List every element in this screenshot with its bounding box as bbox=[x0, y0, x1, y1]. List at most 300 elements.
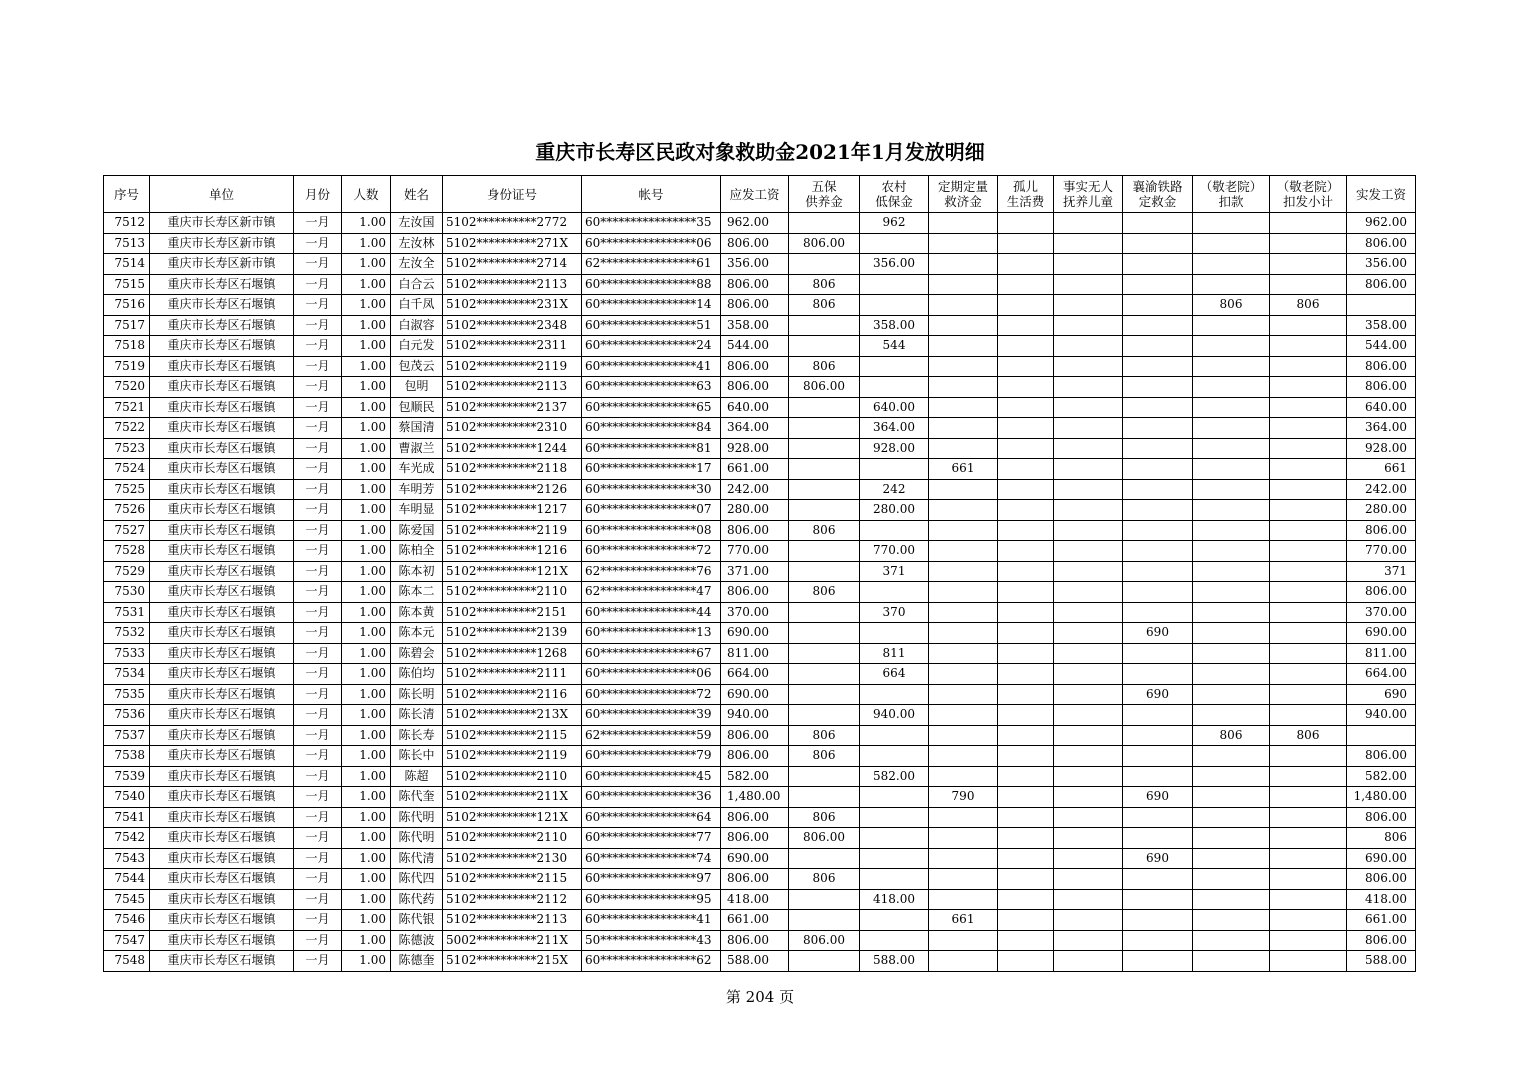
table-row bbox=[104, 705, 1416, 726]
table-cell: 陈代药 bbox=[391, 889, 443, 910]
table-cell bbox=[1193, 869, 1270, 890]
table-cell: 一月 bbox=[294, 889, 342, 910]
table-row bbox=[104, 602, 1416, 623]
table-cell: 曹淑兰 bbox=[391, 438, 443, 459]
table-cell: 一月 bbox=[294, 746, 342, 767]
table-row bbox=[104, 746, 1416, 767]
table-cell: 包茂云 bbox=[391, 356, 443, 377]
table-cell bbox=[1193, 315, 1270, 336]
table-cell bbox=[929, 295, 998, 316]
table-row bbox=[104, 541, 1416, 562]
table-cell: 62****************61 bbox=[582, 254, 721, 275]
column-header: 襄渝铁路 定救金 bbox=[1123, 176, 1193, 213]
table-cell bbox=[1054, 664, 1123, 685]
table-row bbox=[104, 418, 1416, 439]
table-cell bbox=[929, 541, 998, 562]
table-cell: 重庆市长寿区石堰镇 bbox=[150, 356, 294, 377]
table-cell: 60****************81 bbox=[582, 438, 721, 459]
table-cell bbox=[789, 397, 860, 418]
table-cell: 806.00 bbox=[721, 274, 789, 295]
table-cell bbox=[1123, 418, 1193, 439]
table-cell: 60****************41 bbox=[582, 356, 721, 377]
table-cell: 1.00 bbox=[342, 438, 391, 459]
table-cell bbox=[1193, 397, 1270, 418]
table-cell: 242.00 bbox=[721, 479, 789, 500]
table-cell: 7532 bbox=[104, 623, 150, 644]
table-cell bbox=[1270, 541, 1347, 562]
table-cell: 1.00 bbox=[342, 807, 391, 828]
table-cell: 60****************97 bbox=[582, 869, 721, 890]
table-cell bbox=[1054, 725, 1123, 746]
table-cell bbox=[929, 869, 998, 890]
table-cell bbox=[1270, 336, 1347, 357]
table-cell bbox=[1123, 356, 1193, 377]
table-cell bbox=[1270, 459, 1347, 480]
table-cell bbox=[860, 274, 929, 295]
table-cell: 806.00 bbox=[721, 930, 789, 951]
table-cell: 白元发 bbox=[391, 336, 443, 357]
table-cell: 928.00 bbox=[860, 438, 929, 459]
table-cell bbox=[1054, 951, 1123, 972]
table-cell: 1.00 bbox=[342, 582, 391, 603]
table-cell bbox=[1270, 377, 1347, 398]
table-cell bbox=[998, 643, 1054, 664]
table-cell bbox=[1123, 377, 1193, 398]
table-cell bbox=[1123, 500, 1193, 521]
table-cell: 5102**********2115 bbox=[443, 869, 582, 890]
table-cell: 1.00 bbox=[342, 397, 391, 418]
table-cell: 60****************65 bbox=[582, 397, 721, 418]
table-cell bbox=[1123, 910, 1193, 931]
table-cell: 928.00 bbox=[721, 438, 789, 459]
table-cell bbox=[1054, 930, 1123, 951]
table-cell: 重庆市长寿区石堰镇 bbox=[150, 910, 294, 931]
table-row bbox=[104, 910, 1416, 931]
table-cell: 940.00 bbox=[860, 705, 929, 726]
table-cell bbox=[1054, 295, 1123, 316]
table-cell: 60****************17 bbox=[582, 459, 721, 480]
table-cell bbox=[998, 233, 1054, 254]
table-cell: 重庆市长寿区石堰镇 bbox=[150, 582, 294, 603]
table-cell bbox=[998, 254, 1054, 275]
table-cell: 60****************36 bbox=[582, 787, 721, 808]
table-cell: 358.00 bbox=[1347, 315, 1416, 336]
table-cell: 一月 bbox=[294, 438, 342, 459]
table-cell: 一月 bbox=[294, 869, 342, 890]
table-row bbox=[104, 377, 1416, 398]
table-cell bbox=[1270, 397, 1347, 418]
table-cell: 7518 bbox=[104, 336, 150, 357]
table-cell: 1.00 bbox=[342, 500, 391, 521]
table-cell: 一月 bbox=[294, 561, 342, 582]
table-cell: 371.00 bbox=[721, 561, 789, 582]
table-cell: 582.00 bbox=[721, 766, 789, 787]
table-cell: 7524 bbox=[104, 459, 150, 480]
column-header: 姓名 bbox=[391, 176, 443, 213]
table-cell: 5102**********2310 bbox=[443, 418, 582, 439]
table-cell bbox=[1123, 561, 1193, 582]
table-cell bbox=[929, 561, 998, 582]
table-row bbox=[104, 766, 1416, 787]
table-row bbox=[104, 336, 1416, 357]
table-cell: 一月 bbox=[294, 336, 342, 357]
table-cell: 690.00 bbox=[721, 684, 789, 705]
column-header: 五保 供养金 bbox=[789, 176, 860, 213]
table-cell: 62****************76 bbox=[582, 561, 721, 582]
table-cell: 7512 bbox=[104, 213, 150, 234]
table-cell: 5102**********2110 bbox=[443, 582, 582, 603]
table-cell bbox=[929, 746, 998, 767]
table-cell: 418.00 bbox=[1347, 889, 1416, 910]
table-cell: 白合云 bbox=[391, 274, 443, 295]
table-cell: 重庆市长寿区石堰镇 bbox=[150, 664, 294, 685]
table-cell bbox=[998, 746, 1054, 767]
table-cell bbox=[929, 930, 998, 951]
table-cell bbox=[1270, 684, 1347, 705]
table-cell: 544 bbox=[860, 336, 929, 357]
table-cell bbox=[1193, 930, 1270, 951]
table-row bbox=[104, 561, 1416, 582]
table-cell bbox=[1054, 336, 1123, 357]
table-cell bbox=[929, 233, 998, 254]
table-cell: 60****************39 bbox=[582, 705, 721, 726]
table-cell: 陈德波 bbox=[391, 930, 443, 951]
table-cell: 一月 bbox=[294, 479, 342, 500]
table-cell bbox=[998, 889, 1054, 910]
table-cell: 60****************95 bbox=[582, 889, 721, 910]
table-cell: 陈代明 bbox=[391, 828, 443, 849]
table-cell: 5102**********121X bbox=[443, 807, 582, 828]
table-cell: 7536 bbox=[104, 705, 150, 726]
table-cell: 5102**********2151 bbox=[443, 602, 582, 623]
table-cell: 1.00 bbox=[342, 705, 391, 726]
table-row bbox=[104, 951, 1416, 972]
table-cell: 806 bbox=[1193, 295, 1270, 316]
table-cell: 陈本黄 bbox=[391, 602, 443, 623]
table-cell bbox=[1054, 459, 1123, 480]
table-cell: 962.00 bbox=[1347, 213, 1416, 234]
table-cell bbox=[998, 848, 1054, 869]
table-cell: 5102**********2119 bbox=[443, 520, 582, 541]
table-cell: 重庆市长寿区石堰镇 bbox=[150, 459, 294, 480]
table-cell bbox=[1054, 356, 1123, 377]
table-cell bbox=[1270, 418, 1347, 439]
table-cell: 60****************41 bbox=[582, 910, 721, 931]
table-cell bbox=[998, 377, 1054, 398]
table-cell bbox=[998, 807, 1054, 828]
table-cell bbox=[929, 766, 998, 787]
table-cell: 包顺民 bbox=[391, 397, 443, 418]
table-cell bbox=[1270, 910, 1347, 931]
table-cell: 陈超 bbox=[391, 766, 443, 787]
table-cell: 重庆市长寿区新市镇 bbox=[150, 254, 294, 275]
table-cell: 1.00 bbox=[342, 869, 391, 890]
table-cell bbox=[860, 848, 929, 869]
table-row bbox=[104, 459, 1416, 480]
table-cell bbox=[1270, 623, 1347, 644]
table-cell: 60****************77 bbox=[582, 828, 721, 849]
table-cell: 640.00 bbox=[1347, 397, 1416, 418]
table-cell: 806 bbox=[789, 725, 860, 746]
table-cell: 5002**********211X bbox=[443, 930, 582, 951]
table-cell: 690.00 bbox=[1347, 848, 1416, 869]
table-cell bbox=[789, 254, 860, 275]
table-cell bbox=[998, 828, 1054, 849]
table-cell bbox=[789, 787, 860, 808]
table-cell bbox=[1054, 746, 1123, 767]
table-cell: 588.00 bbox=[860, 951, 929, 972]
table-cell bbox=[929, 397, 998, 418]
table-cell bbox=[1193, 541, 1270, 562]
table-cell: 806.00 bbox=[1347, 520, 1416, 541]
table-cell: 940.00 bbox=[1347, 705, 1416, 726]
table-cell: 左汝林 bbox=[391, 233, 443, 254]
column-header: 孤儿 生活费 bbox=[998, 176, 1054, 213]
table-row bbox=[104, 869, 1416, 890]
table-cell: 陈柏全 bbox=[391, 541, 443, 562]
table-cell: 5102**********2772 bbox=[443, 213, 582, 234]
table-cell: 7544 bbox=[104, 869, 150, 890]
table-cell bbox=[1270, 500, 1347, 521]
table-cell bbox=[1270, 766, 1347, 787]
table-cell: 1.00 bbox=[342, 684, 391, 705]
table-cell: 7517 bbox=[104, 315, 150, 336]
table-cell: 一月 bbox=[294, 254, 342, 275]
table-cell bbox=[1193, 828, 1270, 849]
table-cell: 60****************14 bbox=[582, 295, 721, 316]
table-cell: 664.00 bbox=[1347, 664, 1416, 685]
table-cell bbox=[1270, 951, 1347, 972]
table-cell bbox=[998, 561, 1054, 582]
table-cell bbox=[789, 602, 860, 623]
table-row bbox=[104, 848, 1416, 869]
table-cell bbox=[1054, 479, 1123, 500]
table-cell bbox=[1123, 705, 1193, 726]
table-cell bbox=[998, 869, 1054, 890]
table-cell: 60****************79 bbox=[582, 746, 721, 767]
table-cell bbox=[1193, 848, 1270, 869]
table-cell: 582.00 bbox=[860, 766, 929, 787]
table-cell: 1.00 bbox=[342, 664, 391, 685]
table-cell: 5102**********2113 bbox=[443, 910, 582, 931]
table-row bbox=[104, 828, 1416, 849]
table-cell: 重庆市长寿区石堰镇 bbox=[150, 869, 294, 890]
table-cell: 7523 bbox=[104, 438, 150, 459]
table-cell bbox=[1123, 582, 1193, 603]
table-cell bbox=[1054, 397, 1123, 418]
table-cell: 5102**********2119 bbox=[443, 356, 582, 377]
table-cell bbox=[929, 848, 998, 869]
column-header: 月份 bbox=[294, 176, 342, 213]
table-cell: 60****************08 bbox=[582, 520, 721, 541]
table-cell: 1.00 bbox=[342, 377, 391, 398]
table-cell bbox=[1123, 889, 1193, 910]
table-cell: 5102**********2113 bbox=[443, 274, 582, 295]
table-cell: 陈本初 bbox=[391, 561, 443, 582]
table-cell: 690 bbox=[1123, 684, 1193, 705]
table-cell: 356.00 bbox=[721, 254, 789, 275]
table-cell: 806 bbox=[789, 520, 860, 541]
table-cell bbox=[789, 910, 860, 931]
table-cell: 7514 bbox=[104, 254, 150, 275]
column-header: 定期定量 救济金 bbox=[929, 176, 998, 213]
table-cell: 7533 bbox=[104, 643, 150, 664]
table-cell: 588.00 bbox=[1347, 951, 1416, 972]
table-cell: 1,480.00 bbox=[721, 787, 789, 808]
table-cell: 1.00 bbox=[342, 787, 391, 808]
table-cell bbox=[929, 582, 998, 603]
table-cell bbox=[1123, 541, 1193, 562]
table-cell bbox=[929, 213, 998, 234]
table-cell bbox=[929, 889, 998, 910]
table-cell bbox=[1054, 684, 1123, 705]
table-cell bbox=[1054, 254, 1123, 275]
table-row bbox=[104, 274, 1416, 295]
table-row bbox=[104, 787, 1416, 808]
table-cell: 7515 bbox=[104, 274, 150, 295]
table-cell: 一月 bbox=[294, 930, 342, 951]
table-cell: 重庆市长寿区石堰镇 bbox=[150, 377, 294, 398]
table-cell bbox=[1054, 787, 1123, 808]
table-cell: 7519 bbox=[104, 356, 150, 377]
table-cell: 1.00 bbox=[342, 356, 391, 377]
table-cell: 重庆市长寿区石堰镇 bbox=[150, 828, 294, 849]
table-cell bbox=[929, 520, 998, 541]
table-cell bbox=[789, 848, 860, 869]
table-cell: 661.00 bbox=[721, 910, 789, 931]
table-cell: 544.00 bbox=[1347, 336, 1416, 357]
table-cell bbox=[860, 869, 929, 890]
table-cell bbox=[1193, 500, 1270, 521]
table-cell bbox=[1123, 336, 1193, 357]
table-row bbox=[104, 213, 1416, 234]
table-cell: 1.00 bbox=[342, 725, 391, 746]
table-cell bbox=[789, 479, 860, 500]
table-cell: 7538 bbox=[104, 746, 150, 767]
table-cell: 蔡国清 bbox=[391, 418, 443, 439]
table-cell bbox=[1054, 643, 1123, 664]
table-row bbox=[104, 582, 1416, 603]
table-row bbox=[104, 397, 1416, 418]
table-cell: 一月 bbox=[294, 459, 342, 480]
table-cell: 806 bbox=[789, 582, 860, 603]
table-cell: 1.00 bbox=[342, 930, 391, 951]
table-cell bbox=[1054, 910, 1123, 931]
table-cell: 60****************07 bbox=[582, 500, 721, 521]
table-row bbox=[104, 889, 1416, 910]
table-cell bbox=[1054, 377, 1123, 398]
table-cell bbox=[1270, 315, 1347, 336]
table-cell bbox=[789, 336, 860, 357]
table-cell bbox=[1123, 254, 1193, 275]
table-cell bbox=[1193, 336, 1270, 357]
table-cell: 806 bbox=[1270, 725, 1347, 746]
table-cell bbox=[1270, 787, 1347, 808]
table-row bbox=[104, 233, 1416, 254]
table-row bbox=[104, 479, 1416, 500]
table-cell: 364.00 bbox=[721, 418, 789, 439]
table-cell: 358.00 bbox=[860, 315, 929, 336]
table-cell: 370.00 bbox=[1347, 602, 1416, 623]
table-cell bbox=[789, 438, 860, 459]
table-cell: 陈德奎 bbox=[391, 951, 443, 972]
table-cell: 661 bbox=[929, 459, 998, 480]
table-cell: 一月 bbox=[294, 684, 342, 705]
table-cell: 664 bbox=[860, 664, 929, 685]
table-cell bbox=[1123, 807, 1193, 828]
table-cell bbox=[1054, 561, 1123, 582]
table-cell bbox=[998, 520, 1054, 541]
table-cell: 1,480.00 bbox=[1347, 787, 1416, 808]
table-cell: 358.00 bbox=[721, 315, 789, 336]
table-cell bbox=[860, 746, 929, 767]
table-cell bbox=[860, 356, 929, 377]
table-cell bbox=[1054, 541, 1123, 562]
table-cell bbox=[998, 295, 1054, 316]
table-cell: 陈长寿 bbox=[391, 725, 443, 746]
column-header: 身份证号 bbox=[443, 176, 582, 213]
table-cell bbox=[1123, 664, 1193, 685]
table-cell: 5102**********2126 bbox=[443, 479, 582, 500]
table-cell bbox=[998, 541, 1054, 562]
table-cell bbox=[789, 664, 860, 685]
table-cell: 陈长清 bbox=[391, 705, 443, 726]
table-cell: 60****************64 bbox=[582, 807, 721, 828]
table-cell bbox=[929, 705, 998, 726]
table-cell bbox=[998, 213, 1054, 234]
table-cell bbox=[929, 602, 998, 623]
table-cell bbox=[860, 807, 929, 828]
table-cell bbox=[1123, 213, 1193, 234]
table-cell: 重庆市长寿区石堰镇 bbox=[150, 438, 294, 459]
table-cell: 陈代明 bbox=[391, 807, 443, 828]
table-cell: 一月 bbox=[294, 582, 342, 603]
table-cell bbox=[1347, 725, 1416, 746]
table-cell: 重庆市长寿区石堰镇 bbox=[150, 541, 294, 562]
table-cell: 1.00 bbox=[342, 623, 391, 644]
table-cell: 62****************47 bbox=[582, 582, 721, 603]
table-cell: 7547 bbox=[104, 930, 150, 951]
table-cell bbox=[1193, 684, 1270, 705]
table-cell bbox=[1270, 356, 1347, 377]
table-cell: 一月 bbox=[294, 623, 342, 644]
table-cell: 60****************88 bbox=[582, 274, 721, 295]
table-row bbox=[104, 315, 1416, 336]
table-row bbox=[104, 725, 1416, 746]
table-cell bbox=[1193, 643, 1270, 664]
table-cell bbox=[1270, 930, 1347, 951]
table-cell bbox=[1270, 889, 1347, 910]
table-row bbox=[104, 664, 1416, 685]
table-cell bbox=[860, 787, 929, 808]
table-row bbox=[104, 295, 1416, 316]
table-cell: 7546 bbox=[104, 910, 150, 931]
table-cell bbox=[1193, 356, 1270, 377]
table-cell bbox=[1054, 418, 1123, 439]
table-cell: 364.00 bbox=[860, 418, 929, 439]
table-row bbox=[104, 438, 1416, 459]
table-cell: 806.00 bbox=[1347, 869, 1416, 890]
table-cell bbox=[1270, 561, 1347, 582]
table-cell: 806.00 bbox=[721, 377, 789, 398]
table-cell: 一月 bbox=[294, 377, 342, 398]
table-cell: 陈代清 bbox=[391, 848, 443, 869]
table-cell bbox=[1193, 582, 1270, 603]
table-cell: 661 bbox=[1347, 459, 1416, 480]
table-cell bbox=[929, 643, 998, 664]
table-cell bbox=[998, 274, 1054, 295]
table-cell: 5102**********2110 bbox=[443, 828, 582, 849]
